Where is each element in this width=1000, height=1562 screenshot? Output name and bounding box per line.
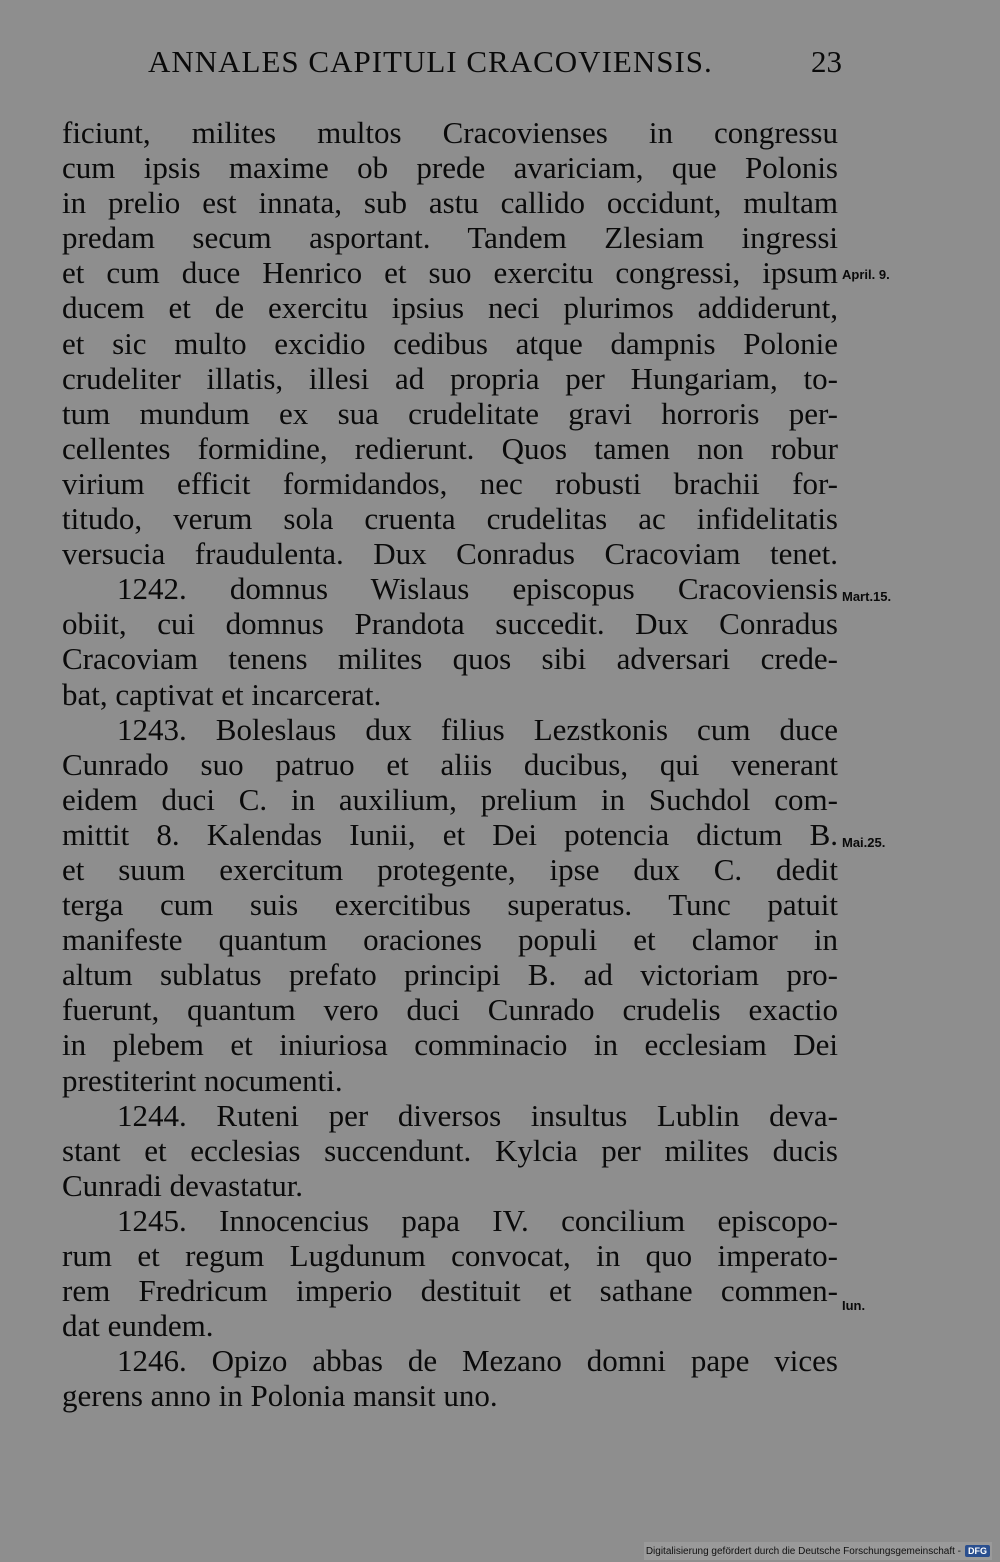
text-line: in prelio est innata, sub astu callido occidunt, multam: [62, 185, 838, 221]
text-line: rum et regum Lugdunum convocat, in quo imperato-: [62, 1238, 838, 1273]
credit-text: Digitalisierung gefördert durch die Deutsche Forschungsgemeinschaft -: [645, 1545, 961, 1557]
entry-1242-first-line: 1242. domnus Wislaus episcopus Cracoviensis: [117, 571, 838, 607]
text-line: et cum duce Henrico et suo exercitu congressi, ipsum: [62, 255, 838, 291]
text-line: manifeste quantum oraciones populi et clamor in: [62, 922, 838, 958]
text-line: ficiunt, milites multos Cracovienses in congressu: [62, 115, 838, 150]
text-line: gerens anno in Polonia mansit uno.: [62, 1378, 498, 1414]
margin-note-mart: Mart.15.: [842, 589, 892, 604]
text-line: predam secum asportant. Tandem Zlesiam ingressi: [62, 220, 838, 256]
entry-1246-first-line: 1246. Opizo abbas de Mezano domni pape vices: [117, 1343, 838, 1379]
text-line: fuerunt, quantum vero duci Cunrado crudelis exactio: [62, 992, 838, 1028]
text-line: ducem et de exercitu ipsius neci plurimos addiderunt,: [62, 290, 838, 326]
text-line: Cunradi devastatur.: [62, 1167, 304, 1203]
entry-1243-first-line: 1243. Boleslaus dux filius Lezstkonis cum duce: [117, 711, 838, 747]
margin-note-april: April. 9.: [842, 267, 890, 282]
body-text: [62, 115, 838, 1413]
text-line: cum ipsis maxime ob prede avariciam, que Polonis: [62, 150, 838, 186]
text-line: virium efficit formidandos, nec robusti brachii for-: [62, 465, 838, 501]
text-line: tum mundum ex sua crudelitate gravi horroris per-: [62, 395, 838, 431]
running-header: [148, 40, 842, 84]
text-line: Cunrado suo patruo et aliis ducibus, qui venerant: [62, 746, 838, 782]
text-line: in plebem et iniuriosa comminacio in ecclesiam Dei: [62, 1027, 838, 1063]
text-line: et sic multo excidio cedibus atque dampnis Polonie: [62, 325, 838, 361]
text-line: Cracoviam tenens milites quos sibi adversari crede-: [62, 641, 838, 677]
page-number: 23: [811, 44, 842, 79]
text-line: eidem duci C. in auxilium, prelium in Suchdol com-: [62, 781, 838, 817]
text-line: prestiterint nocumenti.: [62, 1062, 343, 1098]
text-line: dat eundem.: [62, 1308, 214, 1344]
text-line: et suum exercitum protegente, ipse dux C. dedit: [62, 851, 838, 887]
text-line: crudeliter illatis, illesi ad propria per Hungariam, to-: [62, 360, 838, 396]
text-line: terga cum suis exercitibus superatus. Tunc patuit: [62, 887, 838, 923]
text-line: altum sublatus prefato principi B. ad victoriam pro-: [62, 957, 838, 993]
entry-1245-first-line: 1245. Innocencius papa IV. concilium episcopo-: [117, 1202, 838, 1238]
text-line: rem Fredricum imperio destituit et sathane commen-: [62, 1273, 838, 1309]
running-title: ANNALES CAPITULI CRACOVIENSIS.: [148, 44, 713, 79]
digitization-credit: [644, 1542, 992, 1560]
text-line: bat, captivat et incarcerat.: [62, 676, 382, 712]
text-line: mittit 8. Kalendas Iunii, et Dei potencia dictum B.: [62, 816, 838, 852]
text-line: cellentes formidine, redierunt. Quos tamen non robur: [62, 430, 838, 466]
dfg-logo: DFG: [965, 1545, 990, 1557]
margin-note-mai: Mai.25.: [842, 835, 886, 850]
margin-note-iun: Iun.: [842, 1298, 866, 1313]
entry-1244-first-line: 1244. Ruteni per diversos insultus Lublin deva-: [117, 1097, 838, 1133]
text-line: versucia fraudulenta. Dux Conradus Cracoviam tenet.: [62, 536, 838, 572]
text-line: stant et ecclesias succendunt. Kylcia per milites ducis: [62, 1132, 838, 1168]
text-line: titudo, verum sola cruenta crudelitas ac infidelitatis: [62, 501, 838, 537]
text-line: obiit, cui domnus Prandota succedit. Dux Conradus: [62, 606, 838, 642]
